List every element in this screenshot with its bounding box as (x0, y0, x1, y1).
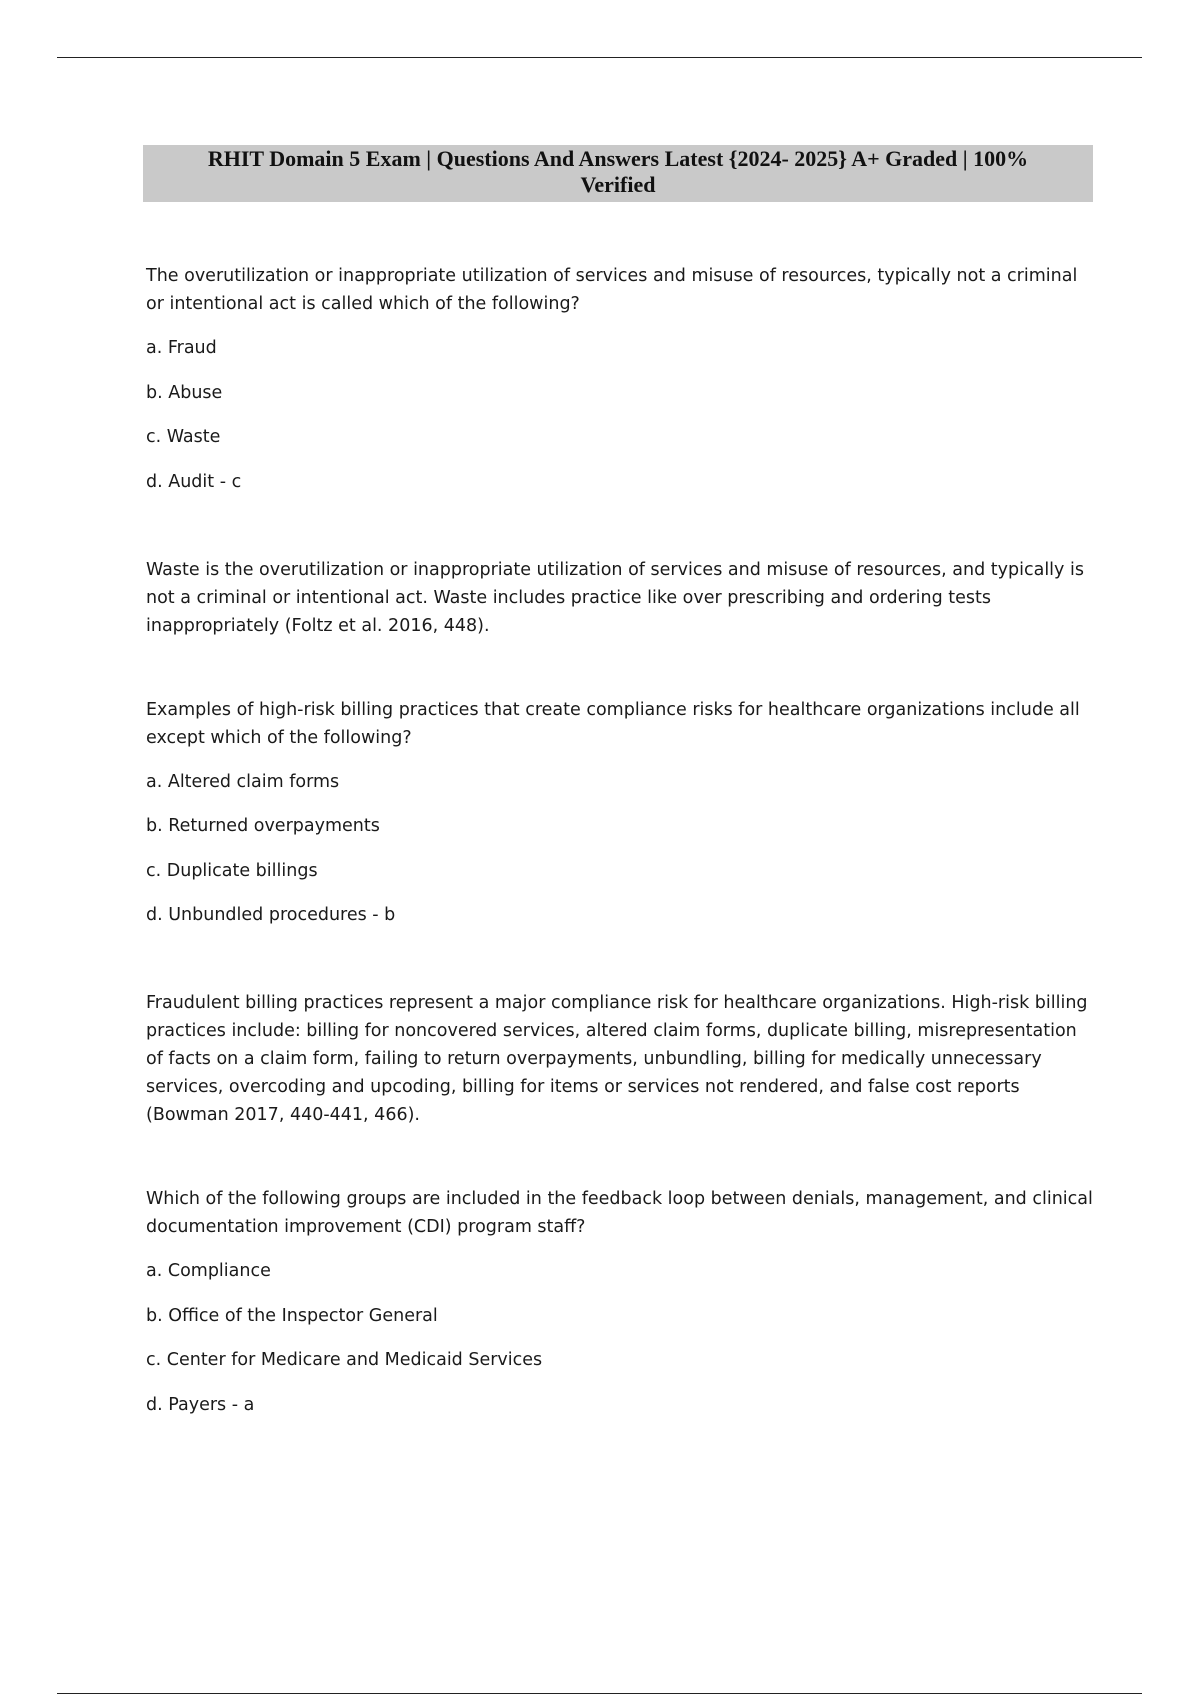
document-body (146, 262, 1096, 1419)
answer-choice: c. Center for Medicare and Medicaid Services (146, 1350, 543, 1370)
answer-choice: d. Audit - c (146, 471, 242, 492)
answer-choice: b. Office of the Inspector General (146, 1305, 438, 1326)
answer-choice: d. Payers - a (146, 1394, 255, 1415)
title-line-1: RHIT Domain 5 Exam | Questions And Answers Latest {2024- 2025} A+ Graded | 100% (207, 146, 1029, 171)
question-block-1 (146, 262, 1096, 496)
answer-choice: a. Compliance (146, 1261, 271, 1281)
answer-choice: c. Duplicate billings (146, 860, 318, 881)
question-block-3 (146, 1185, 1096, 1419)
question-text: Examples of high-risk billing practices that create compliance risks for healthcare organizations include all except which of the following? (146, 699, 1080, 748)
answer-choice: c. Waste (146, 427, 221, 447)
question-block-2 (146, 696, 1096, 930)
bottom-rule (57, 1693, 1142, 1694)
answer-choice: b. Abuse (146, 382, 223, 403)
explanation-block-1 (146, 556, 1096, 640)
answer-choice: b. Returned overpayments (146, 816, 380, 836)
explanation-block-2 (146, 989, 1096, 1129)
answer-choice: a. Altered claim forms (146, 771, 340, 792)
top-rule (57, 57, 1142, 58)
question-text: Which of the following groups are included in the feedback loop between denials, management, and clinical documentation improvement (CDI) program staff? (146, 1189, 1093, 1237)
explanation-text: Waste is the overutilization or inappropriate utilization of services and misuse of resources, and typically is not a criminal or intentional act. Waste includes practice like over prescribing and ordering tests inappropriately (Foltz et al. 2016, 448). (146, 559, 1084, 636)
answer-choice: a. Fraud (146, 338, 217, 358)
question-text: The overutilization or inappropriate utilization of services and misuse of resources, typically not a criminal or intentional act is called which of the following? (146, 266, 1078, 314)
document-title (143, 145, 1093, 202)
answer-choice: d. Unbundled procedures - b (146, 905, 396, 925)
explanation-text: Fraudulent billing practices represent a major compliance risk for healthcare organizations. High-risk billing practices include: billing for noncovered services, altered claim forms, duplicate billing, misrepresentation of facts on a claim form, failing to return overpayments, unbundling, billing for medically unnecessary services, overcoding and upcoding, billing for items or services not rendered, and false cost reports (Bowman 2017, 440-441, 466). (146, 993, 1088, 1125)
title-line-2: Verified (580, 172, 656, 197)
